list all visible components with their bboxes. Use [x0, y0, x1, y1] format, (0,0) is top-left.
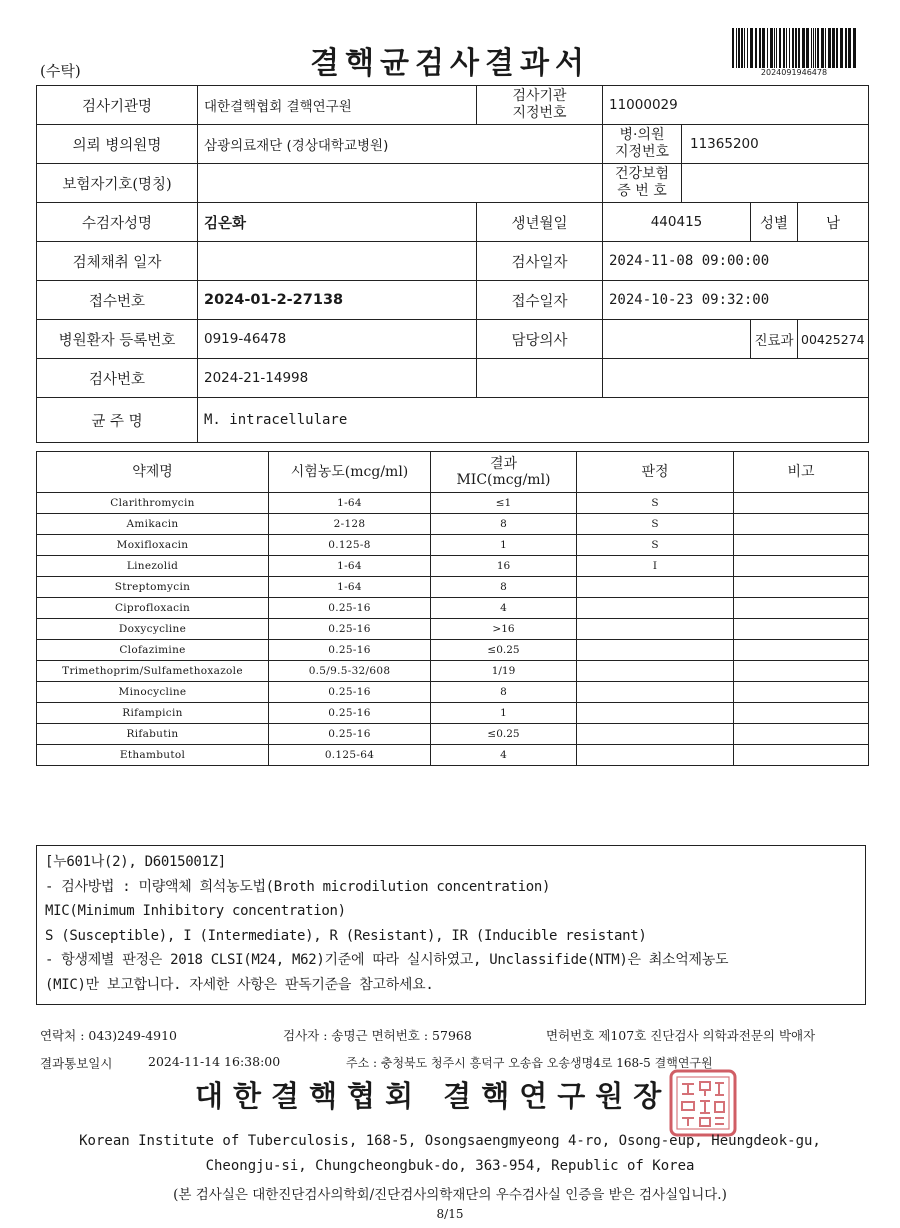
test-range-cell: 2-128	[269, 514, 431, 535]
judgement-cell: I	[577, 556, 734, 577]
header-drug: 약제명	[37, 452, 269, 493]
page-number: 8/15	[436, 1207, 464, 1221]
license-text: 면허번호 제107호 진단검사 의학과전문의 박애자	[546, 1028, 816, 1043]
note-legend: S (Susceptible), I (Intermediate), R (Resistant), IR (Inducible resistant)	[45, 927, 647, 944]
drug-name-cell: Ciprofloxacin	[37, 598, 269, 619]
header-note: 비고	[734, 452, 869, 493]
report-time: 2024-11-14 16:38:00	[148, 1054, 281, 1069]
sex-label: 성별	[751, 203, 798, 242]
consignment-label: (수탁)	[40, 62, 81, 80]
mic-result-cell: >16	[431, 619, 577, 640]
header-result: 결과 MIC(mcg/ml)	[431, 452, 577, 493]
mic-result-cell: 4	[431, 598, 577, 619]
certification-note: (본 검사실은 대한진단검사의학회/진단검사의학재단의 우수검사실 인증을 받은 검사실입니다.)	[173, 1187, 727, 1203]
test-range-cell: 1-64	[269, 577, 431, 598]
doctor-value	[603, 320, 751, 359]
remark-cell	[734, 514, 869, 535]
judgement-cell	[577, 682, 734, 703]
report-label: 결과통보일시	[40, 1056, 113, 1071]
drug-row	[37, 661, 869, 682]
organization-title: 대한결핵협회 결핵연구원장	[195, 1079, 672, 1113]
remark-cell	[734, 724, 869, 745]
test-range-cell: 0.25-16	[269, 724, 431, 745]
note-method: - 검사방법 : 미량액체 희석농도법(Broth microdilution concentration)	[45, 878, 551, 895]
drug-name-cell: Clarithromycin	[37, 493, 269, 514]
judgement-cell	[577, 598, 734, 619]
receipt-date-value: 2024-10-23 09:32:00	[603, 281, 869, 320]
drug-name-cell: Trimethoprim/Sulfamethoxazole	[37, 661, 269, 682]
drug-row	[37, 682, 869, 703]
patient-label: 수검자성명	[37, 203, 198, 242]
note-code: [누601나(2), D6015001Z]	[45, 854, 226, 870]
birth-value: 440415	[603, 203, 751, 242]
remark-cell	[734, 619, 869, 640]
judgement-cell	[577, 640, 734, 661]
insurer-value	[198, 164, 603, 203]
mic-result-cell: 8	[431, 682, 577, 703]
drug-name-cell: Moxifloxacin	[37, 535, 269, 556]
drug-row	[37, 619, 869, 640]
remark-cell	[734, 682, 869, 703]
drug-row	[37, 703, 869, 724]
hosp-code-label: 병·의원 지정번호	[603, 125, 682, 163]
drug-row	[37, 556, 869, 577]
test-range-cell: 0.25-16	[269, 703, 431, 724]
hospital-value: 삼광의료재단 (경상대학교병원)	[198, 125, 603, 164]
barcode-image	[730, 28, 858, 68]
test-range-cell: 0.25-16	[269, 640, 431, 661]
mic-result-cell: 4	[431, 745, 577, 766]
remark-cell	[734, 493, 869, 514]
barcode-number: 2024091946478	[760, 68, 828, 77]
drug-name-cell: Clofazimine	[37, 640, 269, 661]
judgement-cell: S	[577, 493, 734, 514]
remark-cell	[734, 640, 869, 661]
mic-result-cell: 1/19	[431, 661, 577, 682]
reg-value: 0919-46478	[198, 320, 477, 359]
lab-code-value: 11000029	[603, 86, 869, 125]
note-criteria-cont: (MIC)만 보고합니다. 자세한 사항은 판독기준을 참고하세요.	[45, 976, 434, 993]
drug-row	[37, 640, 869, 661]
tester-text: 검사자 : 송명근 면허번호 : 57968	[283, 1028, 472, 1043]
drug-row	[37, 577, 869, 598]
receipt-label: 접수번호	[37, 281, 198, 320]
header-judge: 판정	[577, 452, 734, 493]
lab-org-label: 검사기관명	[37, 86, 198, 125]
document-title: 결핵균검사결과서	[310, 46, 590, 81]
drug-row	[37, 514, 869, 535]
judgement-cell	[577, 661, 734, 682]
test-date-value: 2024-11-08 09:00:00	[603, 242, 869, 281]
address-text: 주소 : 충청북도 청주시 흥덕구 오송읍 오송생명4로 168-5 결핵연구원	[346, 1056, 713, 1070]
judgement-cell: S	[577, 514, 734, 535]
test-no-label: 검사번호	[37, 359, 198, 398]
mic-result-cell: ≤0.25	[431, 640, 577, 661]
official-seal-image	[668, 1068, 738, 1138]
drug-name-cell: Doxycycline	[37, 619, 269, 640]
judgement-cell	[577, 577, 734, 598]
receipt-date-label: 접수일자	[477, 281, 603, 320]
test-range-cell: 0.25-16	[269, 682, 431, 703]
drug-row	[37, 535, 869, 556]
drug-row	[37, 493, 869, 514]
mic-result-cell: ≤1	[431, 493, 577, 514]
test-range-cell: 0.25-16	[269, 598, 431, 619]
drug-row	[37, 745, 869, 766]
species-value: M. intracellulare	[198, 398, 869, 443]
test-range-cell: 1-64	[269, 556, 431, 577]
health-ins-label: 건강보험 증 번 호	[603, 164, 682, 202]
remark-cell	[734, 661, 869, 682]
mic-result-cell: 8	[431, 514, 577, 535]
contact-text: 연락처 : 043)249-4910	[40, 1028, 178, 1043]
test-range-cell: 0.25-16	[269, 619, 431, 640]
patient-info-table	[36, 85, 869, 443]
remark-cell	[734, 535, 869, 556]
patient-value: 김온화	[198, 203, 477, 242]
mic-result-cell: 1	[431, 703, 577, 724]
drug-name-cell: Minocycline	[37, 682, 269, 703]
test-date-label: 검사일자	[477, 242, 603, 281]
note-criteria: - 항생제별 판정은 2018 CLSI(M24, M62)기준에 따라 실시하였고, Unclassifide(NTM)은 최소억제농도	[45, 952, 729, 968]
judgement-cell	[577, 724, 734, 745]
drug-name-cell: Rifabutin	[37, 724, 269, 745]
dept-value: 00425274	[798, 320, 869, 359]
english-address-line-2: Cheongju-si, Chungcheongbuk-do, 363-954, Republic of Korea	[205, 1158, 695, 1174]
drug-name-cell: Amikacin	[37, 514, 269, 535]
test-range-cell: 0.125-64	[269, 745, 431, 766]
note-mic: MIC(Minimum Inhibitory concentration)	[45, 903, 346, 919]
remark-cell	[734, 703, 869, 724]
collect-value	[198, 242, 477, 281]
reg-label: 병원환자 등록번호	[37, 320, 198, 359]
judgement-cell: S	[577, 535, 734, 556]
sex-value: 남	[798, 203, 869, 242]
dept-label: 진료과	[751, 320, 798, 359]
test-range-cell: 0.5/9.5-32/608	[269, 661, 431, 682]
mic-result-cell: 1	[431, 535, 577, 556]
test-range-cell: 0.125-8	[269, 535, 431, 556]
header-range: 시험농도(mcg/ml)	[269, 452, 431, 493]
lab-code-label: 검사기관 지정번호	[477, 86, 603, 125]
mic-result-cell: 8	[431, 577, 577, 598]
drug-name-cell: Linezolid	[37, 556, 269, 577]
method-notes-box	[36, 845, 866, 1005]
drug-susceptibility-table	[36, 451, 869, 766]
hosp-code-value: 11365200	[690, 136, 759, 152]
test-range-cell: 1-64	[269, 493, 431, 514]
english-address-line-1: Korean Institute of Tuberculosis, 168-5, Osongsaengmyeong 4-ro, Osong-eup, Heungdeok-gu,	[79, 1133, 821, 1149]
judgement-cell	[577, 745, 734, 766]
mic-result-cell: ≤0.25	[431, 724, 577, 745]
mic-result-cell: 16	[431, 556, 577, 577]
test-no-value: 2024-21-14998	[198, 359, 477, 398]
drug-name-cell: Rifampicin	[37, 703, 269, 724]
birth-label: 생년월일	[477, 203, 603, 242]
remark-cell	[734, 577, 869, 598]
judgement-cell	[577, 619, 734, 640]
remark-cell	[734, 598, 869, 619]
collect-label: 검체채취 일자	[37, 242, 198, 281]
drug-row	[37, 724, 869, 745]
drug-name-cell: Ethambutol	[37, 745, 269, 766]
drug-row	[37, 598, 869, 619]
hospital-label: 의뢰 병의원명	[37, 125, 198, 164]
species-label: 균 주 명	[37, 398, 198, 443]
drug-name-cell: Streptomycin	[37, 577, 269, 598]
doctor-label: 담당의사	[477, 320, 603, 359]
remark-cell	[734, 556, 869, 577]
receipt-value: 2024-01-2-27138	[198, 281, 477, 320]
lab-org-value: 대한결핵협회 결핵연구원	[198, 86, 477, 125]
insurer-label: 보험자기호(명칭)	[37, 164, 198, 203]
judgement-cell	[577, 703, 734, 724]
remark-cell	[734, 745, 869, 766]
